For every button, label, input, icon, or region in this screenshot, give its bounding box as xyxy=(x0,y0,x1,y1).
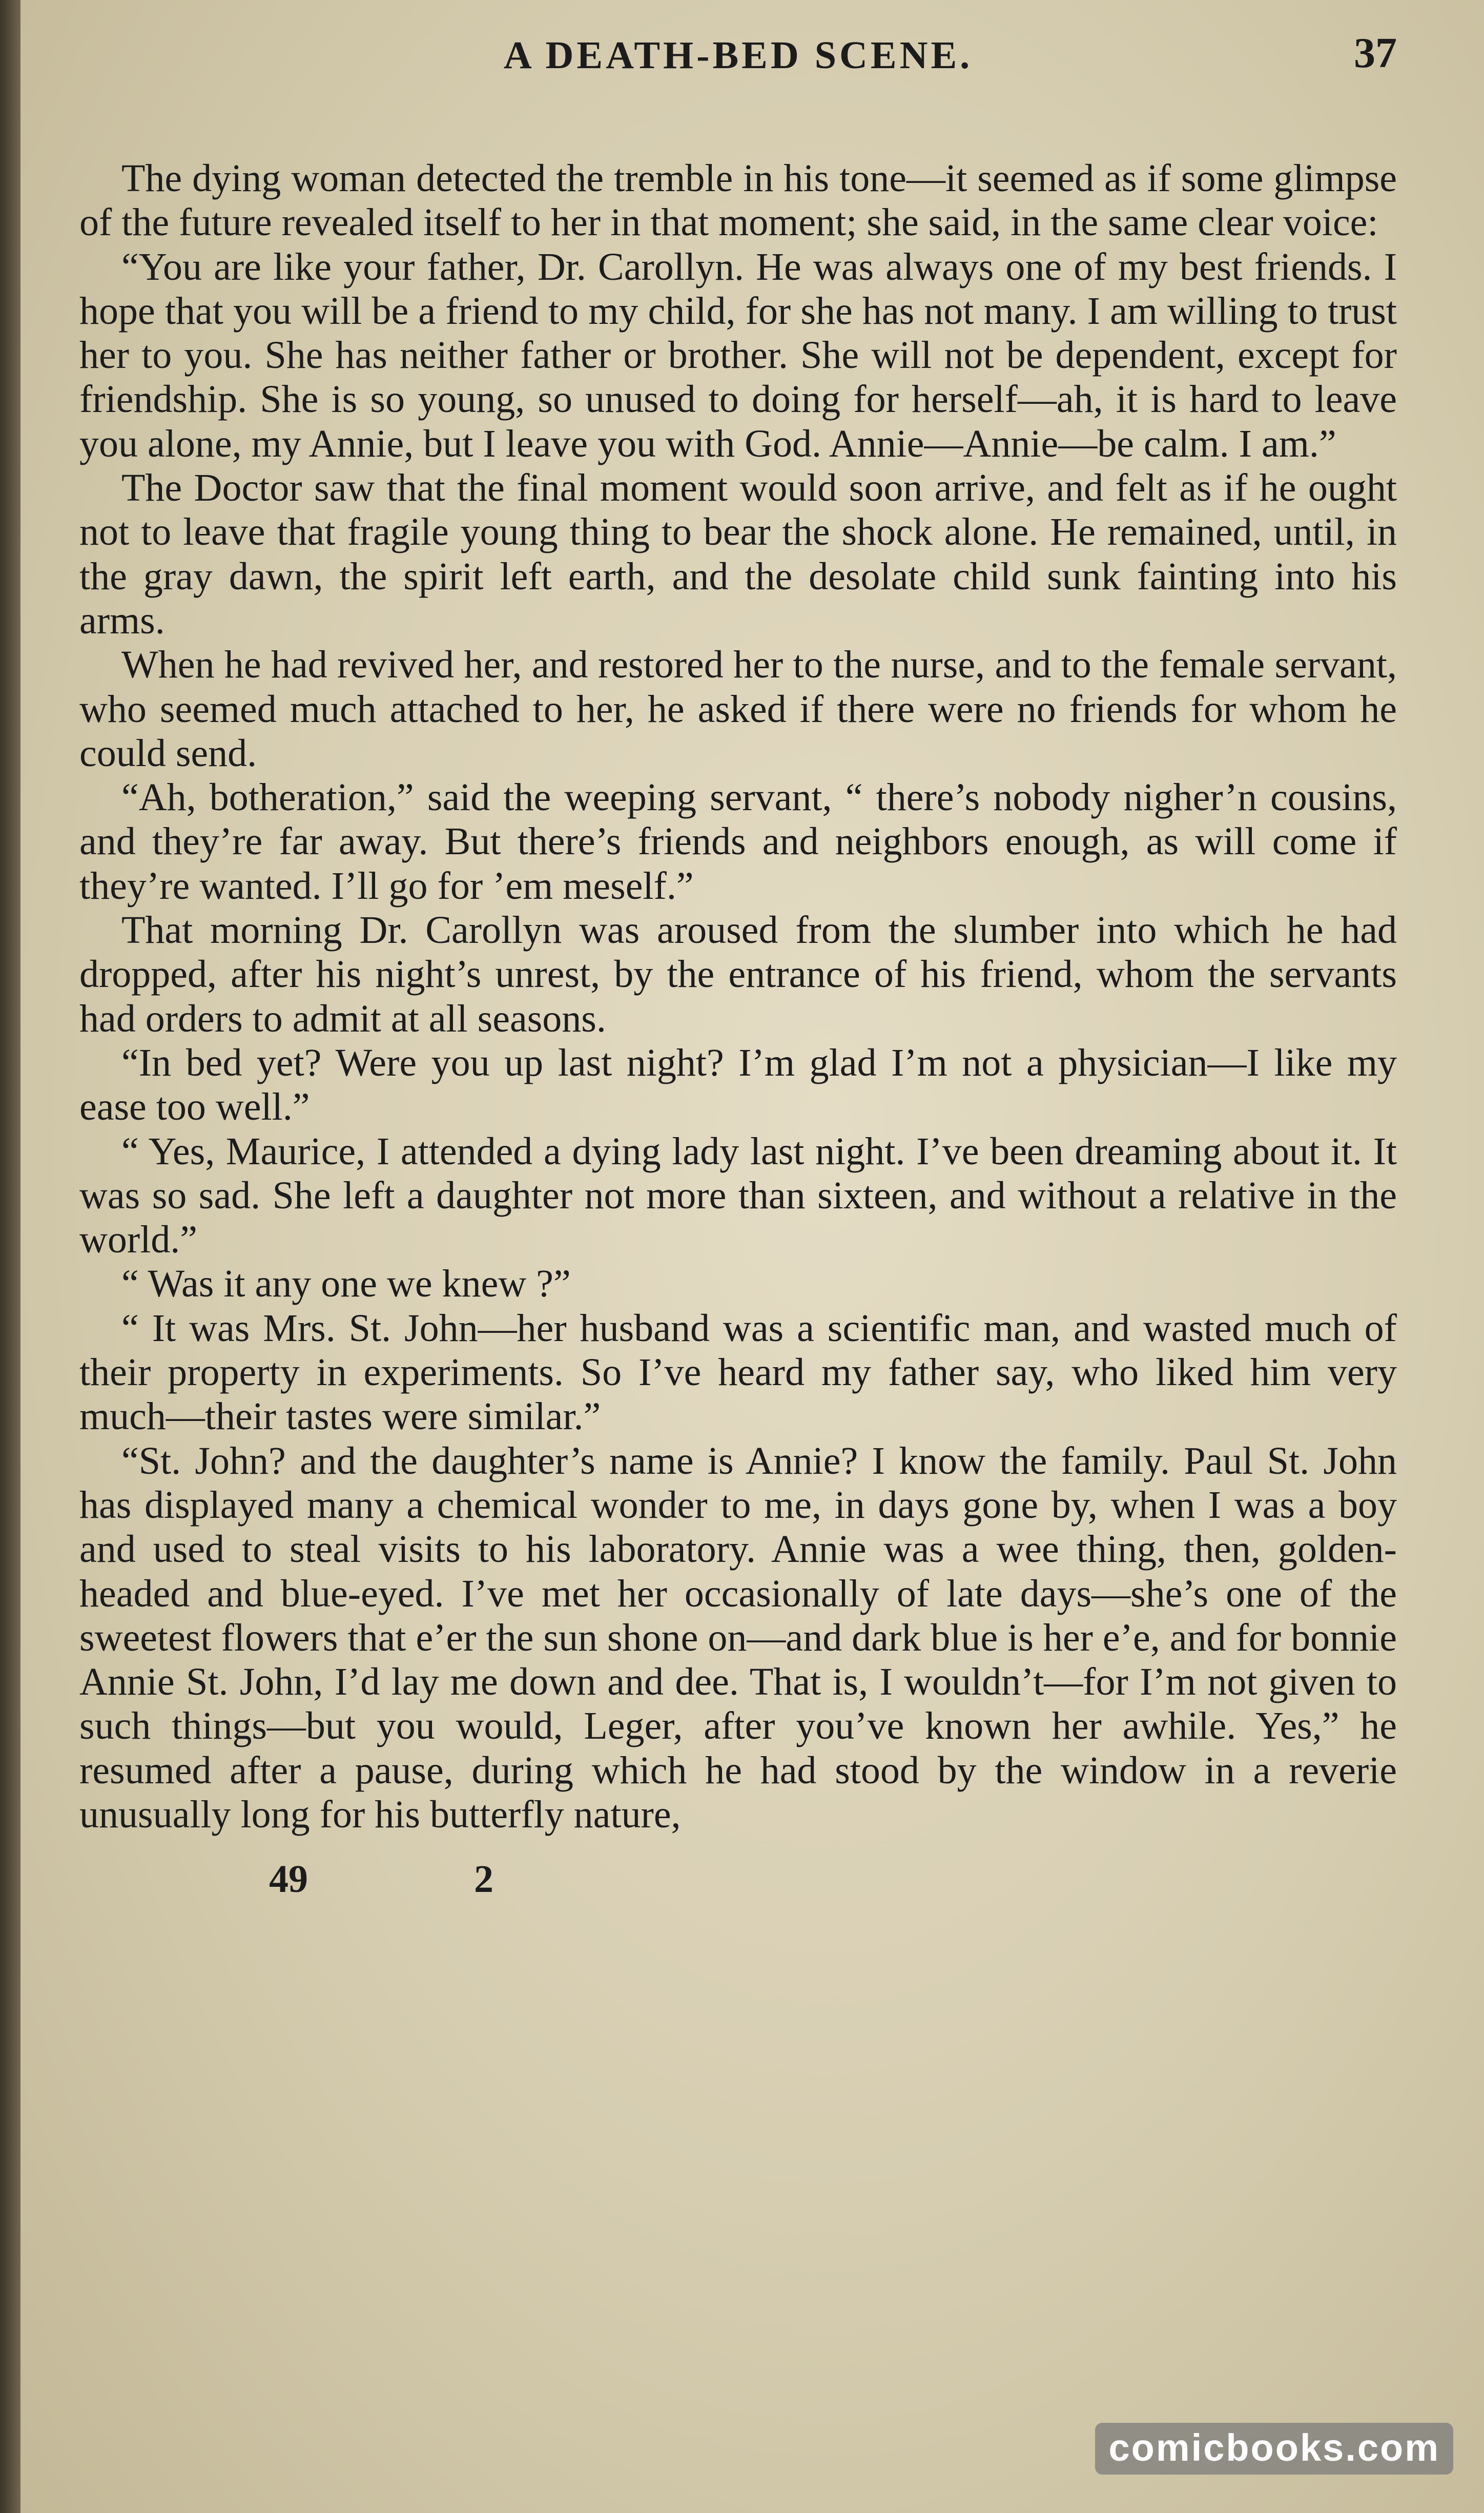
paragraph: “You are like your father, Dr. Carollyn. He was always one of my best friends. I hope that you will be a friend to my child, for she has not many. I am willing to trust her to you. She has neither father or brother. She will not be dependent, except for friendship. She is so young, so unused to doing for herself—ah, it is hard to leave you alone, my Annie, but I leave you with God. Annie—Annie—be calm. I am.” xyxy=(79,245,1397,465)
paragraph: “ Yes, Maurice, I attended a dying lady last night. I’ve been dreaming about it. It was so sad. She left a daughter not more than sixteen, and without a relative in the world.” xyxy=(79,1129,1397,1262)
paragraph: The Doctor saw that the final moment would soon arrive, and felt as if he ought not to leave that fragile young thing to bear the shock alone. He remained, until, in the gray dawn, the spirit left earth, and the desolate child sunk fainting into his arms. xyxy=(79,466,1397,642)
watermark: comicbooks.com xyxy=(1095,2423,1453,2475)
paragraph: “Ah, botheration,” said the weeping servant, “ there’s nobody nigher’n cousins, and they’re far away. But there’s friends and neighbors enough, as will come if they’re wanted. I’ll go for ’em meself.” xyxy=(79,776,1397,908)
page-number: 37 xyxy=(1354,29,1397,77)
paragraph: “ Was it any one we knew ?” xyxy=(121,1262,571,1306)
signature-mark-right: 2 xyxy=(474,1858,493,1901)
book-page xyxy=(20,0,1484,2513)
body-text xyxy=(79,156,1397,1837)
paragraph: “St. John? and the daughter’s name is Annie? I know the family. Paul St. John has displayed many a chemical wonder to me, in days gone by, when I was a boy and used to steal visits to his laboratory. Annie was a wee thing, then, golden-headed and blue-eyed. I’ve met her occasionally of late days—she’s one of the sweetest flowers that e’er the sun shone on—and dark blue is her e’e, and for bonnie Annie St. John, I’d lay me down and dee. That is, I wouldn’t—for I’m not given to such things—but you would, Leger, after you’ve known her awhile. Yes,” he resumed after a pause, during which he had stood by the window in a reverie unusually long for his butterfly nature, xyxy=(79,1439,1397,1836)
running-head xyxy=(79,28,1397,90)
paragraph: “In bed yet? Were you up last night? I’m glad I’m not a physician—I like my ease too well.” xyxy=(79,1041,1397,1129)
page-footer xyxy=(79,1857,1397,1913)
paragraph: When he had revived her, and restored her to the nurse, and to the female servant, who seemed much attached to her, he asked if there were no friends for whom he could send. xyxy=(79,643,1397,775)
running-title: A DEATH-BED SCENE. xyxy=(503,34,973,77)
paragraph: The dying woman detected the tremble in his tone—it seemed as if some glimpse of the future revealed itself to her in that moment; she said, in the same clear voice: xyxy=(79,157,1397,244)
paragraph: That morning Dr. Carollyn was aroused from the slumber into which he had dropped, after his night’s unrest, by the entrance of his friend, whom the servants had orders to admit at all seasons. xyxy=(79,909,1397,1040)
paragraph: “ It was Mrs. St. John—her husband was a scientific man, and wasted much of their property in experiments. So I’ve heard my father say, who liked him very much—their tastes were similar.” xyxy=(79,1306,1397,1438)
signature-mark-left: 49 xyxy=(269,1858,308,1901)
